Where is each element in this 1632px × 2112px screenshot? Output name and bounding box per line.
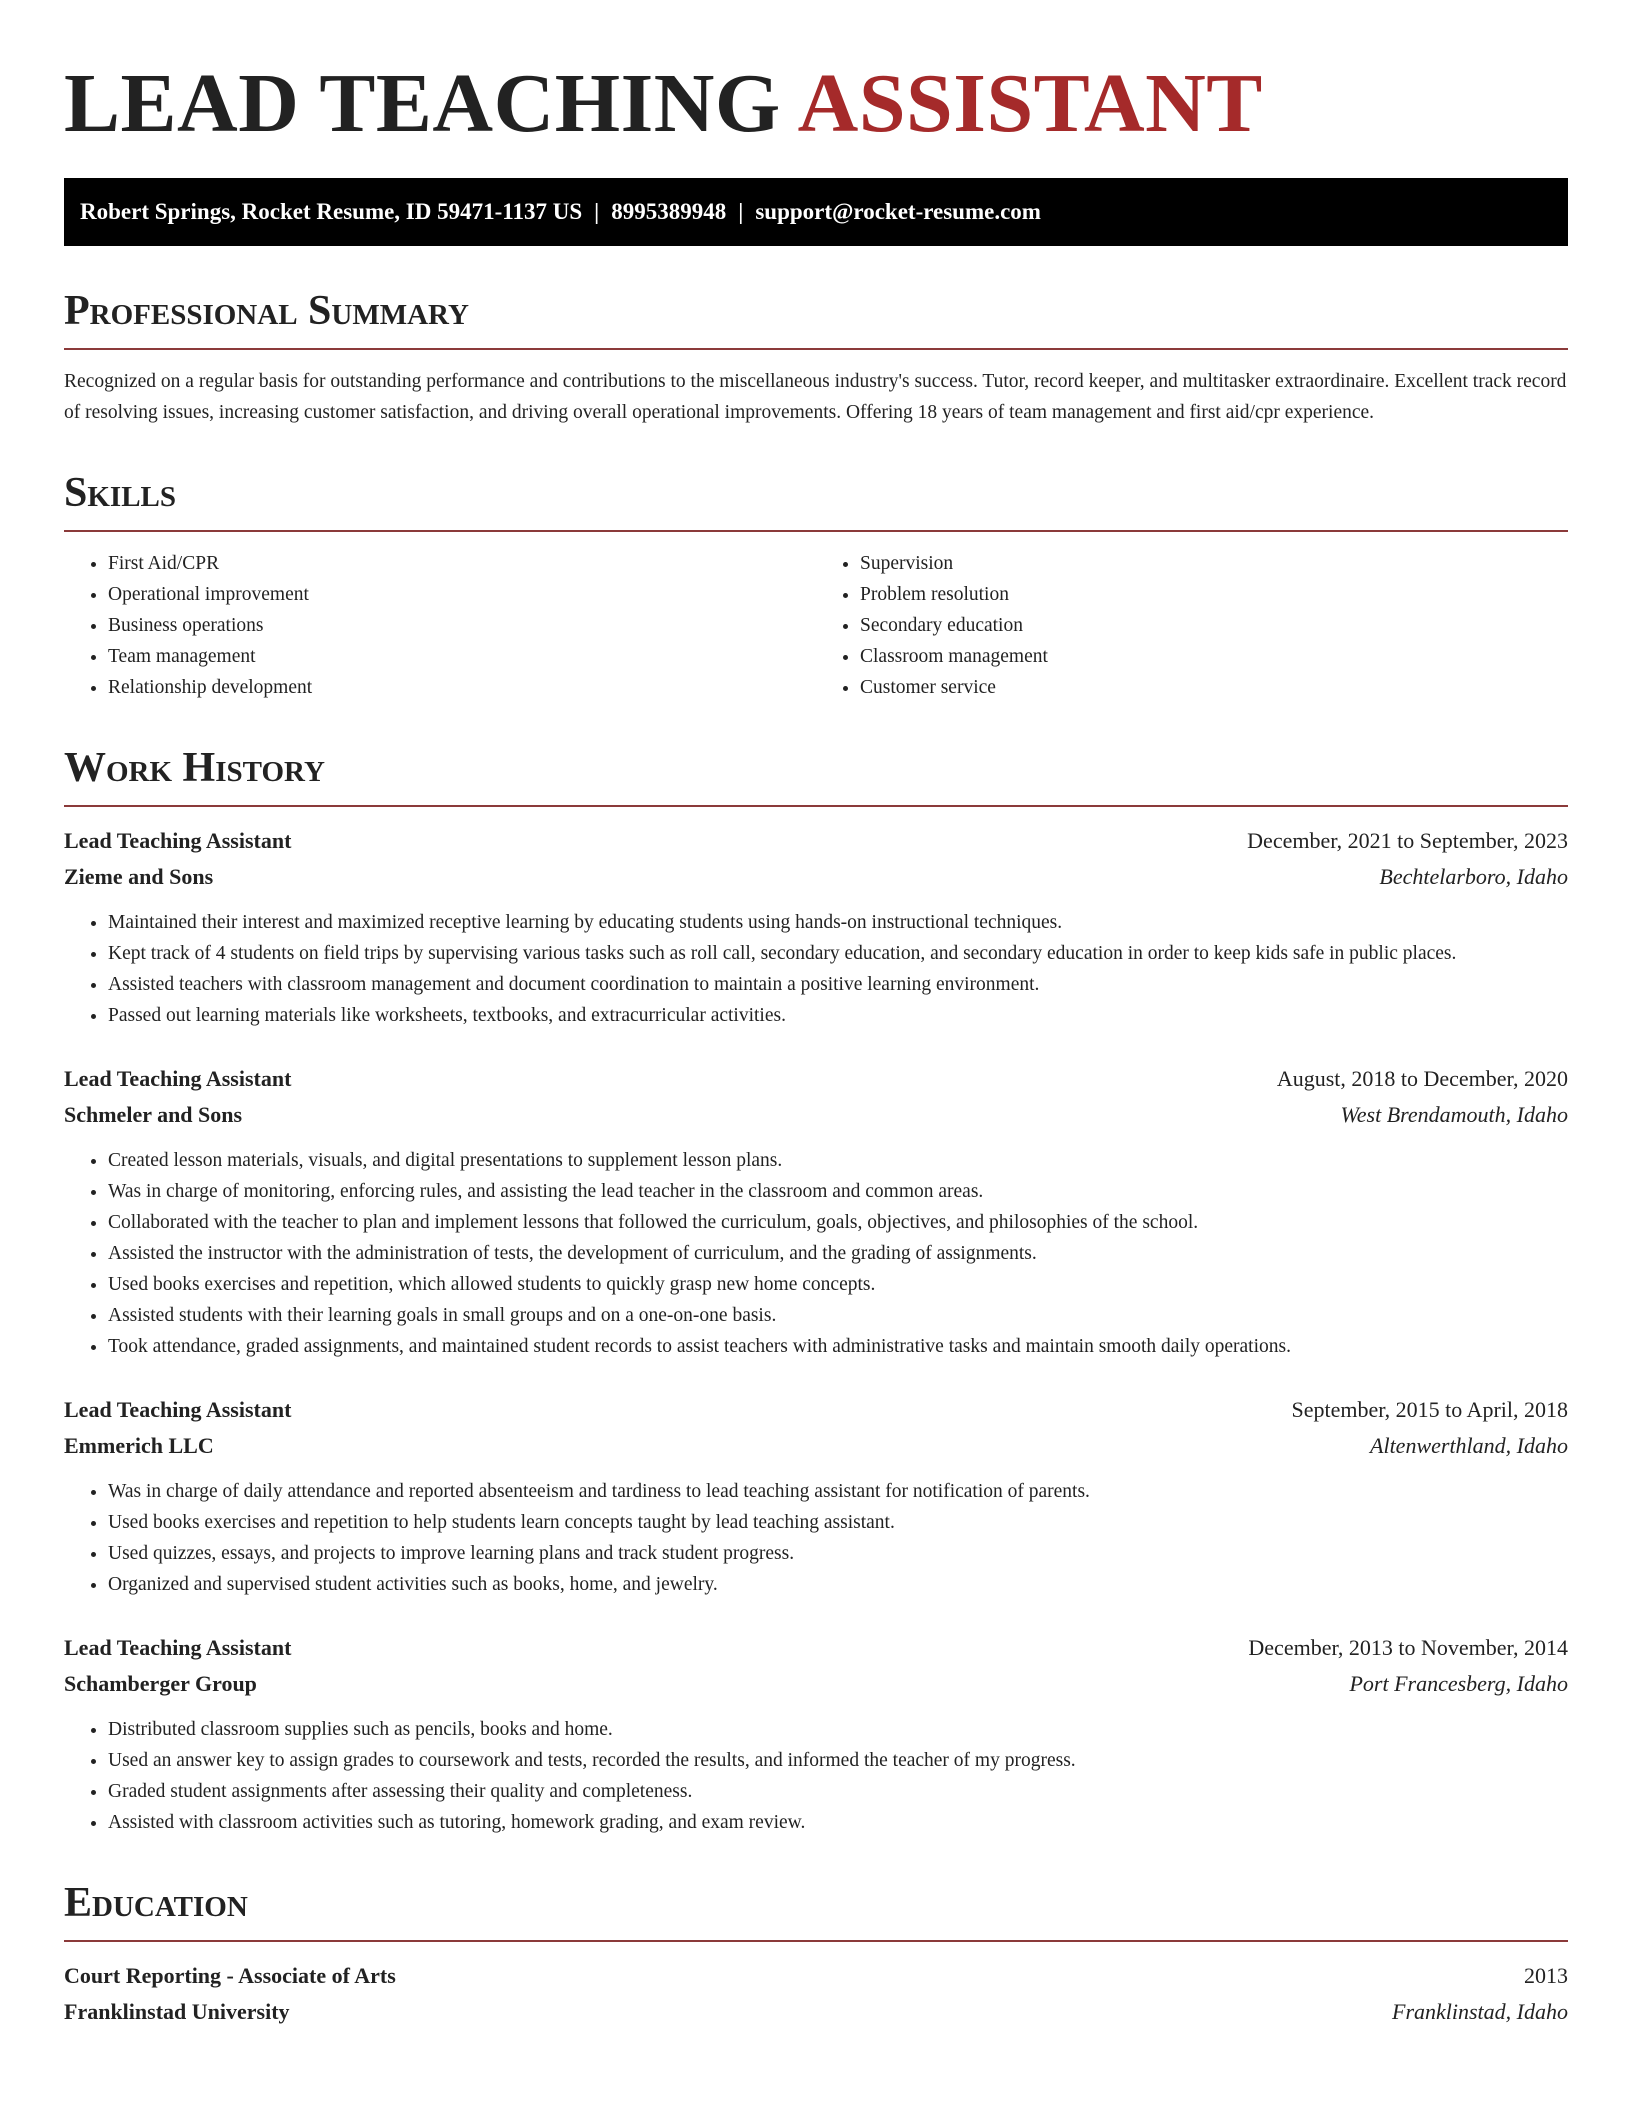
- job-location: West Brendamouth, Idaho: [1340, 1102, 1568, 1127]
- summary-text: Recognized on a regular basis for outstanding performance and contributions to the miscellaneous industry's success. Tutor, record keeper, and multitasker extraordinaire. Excellent track record of resolving issues, increasing customer satisfaction, and driving overall operational improvements. Offering 18 years of team management and first aid/cpr experience.: [64, 371, 1567, 423]
- summary-heading: Professional Summary: [64, 290, 1568, 350]
- job-bullets: [64, 907, 1568, 1031]
- job-bullet: • Passed out learning materials like worksheets, textbooks, and extracurricular activities.: [108, 1000, 1568, 1031]
- skills-list: [64, 548, 1568, 703]
- skill-item: • Operational improvement: [108, 579, 816, 610]
- job-title: Lead Teaching Assistant: [64, 1397, 292, 1422]
- job-company: Schamberger Group: [64, 1671, 257, 1696]
- skills-heading: Skills: [64, 472, 1568, 532]
- job-bullet: • Took attendance, graded assignments, and maintained student records to assist teachers with administrative tasks and maintain smooth daily operations.: [108, 1331, 1568, 1362]
- job-dates: August, 2018 to December, 2020: [1276, 1066, 1568, 1091]
- job-entry: [64, 1392, 1568, 1600]
- job-bullets: [64, 1145, 1568, 1362]
- job-bullet: • Created lesson materials, visuals, and digital presentations to supplement lesson plans.: [108, 1145, 1568, 1176]
- education-heading: Education: [64, 1882, 1568, 1942]
- contact-separator: |: [594, 199, 600, 224]
- job-entry: [64, 823, 1568, 1031]
- job-header-row: [64, 823, 1568, 859]
- job-bullets: [64, 1714, 1568, 1838]
- job-dates: December, 2021 to September, 2023: [1247, 828, 1568, 853]
- job-bullet: • Graded student assignments after assessing their quality and completeness.: [108, 1776, 1568, 1807]
- contact-bar: [64, 178, 1568, 246]
- job-bullet: • Used quizzes, essays, and projects to improve learning plans and track student progress.: [108, 1538, 1568, 1569]
- job-dates: September, 2015 to April, 2018: [1291, 1397, 1568, 1422]
- contact-separator: |: [738, 199, 744, 224]
- skill-item: • First Aid/CPR: [108, 548, 816, 579]
- job-bullet: • Collaborated with the teacher to plan and implement lessons that followed the curriculum, goals, objectives, and philosophies of the school.: [108, 1207, 1568, 1238]
- job-bullet: • Assisted students with their learning goals in small groups and on a one-on-one basis.: [108, 1300, 1568, 1331]
- skills-column-right: [816, 548, 1568, 703]
- job-company-row: [64, 859, 1568, 895]
- title-primary: LEAD TEACHING: [64, 57, 781, 150]
- skill-item: • Problem resolution: [860, 579, 1568, 610]
- job-bullet: • Maintained their interest and maximized receptive learning by educating students using hands-on instructional techniques.: [108, 907, 1568, 938]
- job-company-row: [64, 1097, 1568, 1133]
- skill-item: • Supervision: [860, 548, 1568, 579]
- job-title: Lead Teaching Assistant: [64, 1066, 292, 1091]
- job-bullet: • Used an answer key to assign grades to coursework and tests, recorded the results, and informed the teacher of my progress.: [108, 1745, 1568, 1776]
- job-company: Schmeler and Sons: [64, 1102, 243, 1127]
- job-location: Bechtelarboro, Idaho: [1379, 864, 1568, 889]
- education-header-row: [64, 1958, 1568, 1994]
- contact-address: Robert Springs, Rocket Resume, ID 59471-1137 US: [80, 199, 583, 224]
- skills-column-left: [64, 548, 816, 703]
- contact-email: support@rocket-resume.com: [755, 199, 1041, 224]
- job-bullet: • Organized and supervised student activities such as books, home, and jewelry.: [108, 1569, 1568, 1600]
- skill-item: • Customer service: [860, 672, 1568, 703]
- job-header-row: [64, 1630, 1568, 1666]
- job-bullets: [64, 1476, 1568, 1600]
- education-year: 2013: [1524, 1963, 1568, 1988]
- job-location: Port Francesberg, Idaho: [1349, 1671, 1568, 1696]
- job-bullet: • Assisted teachers with classroom management and document coordination to maintain a positive learning environment.: [108, 969, 1568, 1000]
- job-dates: December, 2013 to November, 2014: [1248, 1635, 1568, 1660]
- job-company-row: [64, 1428, 1568, 1464]
- job-company: Emmerich LLC: [64, 1433, 214, 1458]
- contact-phone: 8995389948: [611, 199, 727, 224]
- job-bullet: • Distributed classroom supplies such as pencils, books and home.: [108, 1714, 1568, 1745]
- education-school: Franklinstad University: [64, 1999, 290, 2024]
- education-degree: Court Reporting - Associate of Arts: [64, 1963, 396, 1988]
- resume-title: [64, 57, 1568, 150]
- job-bullet: • Used books exercises and repetition to help students learn concepts taught by lead teaching assistant.: [108, 1507, 1568, 1538]
- job-header-row: [64, 1061, 1568, 1097]
- job-bullet: • Used books exercises and repetition, which allowed students to quickly grasp new home concepts.: [108, 1269, 1568, 1300]
- skill-item: • Team management: [108, 641, 816, 672]
- job-bullet: • Kept track of 4 students on field trips by supervising various tasks such as roll call, secondary education, and secondary education in order to keep kids safe in public places.: [108, 938, 1568, 969]
- job-entry: [64, 1061, 1568, 1362]
- education-location: Franklinstad, Idaho: [1392, 1999, 1568, 2024]
- skill-item: • Secondary education: [860, 610, 1568, 641]
- job-bullet: • Was in charge of daily attendance and reported absenteeism and tardiness to lead teaching assistant for notification of parents.: [108, 1476, 1568, 1507]
- education-school-row: [64, 1994, 1568, 2030]
- job-company: Zieme and Sons: [64, 864, 214, 889]
- job-header-row: [64, 1392, 1568, 1428]
- job-bullet: • Was in charge of monitoring, enforcing rules, and assisting the lead teacher in the classroom and common areas.: [108, 1176, 1568, 1207]
- job-bullet: • Assisted with classroom activities such as tutoring, homework grading, and exam review.: [108, 1807, 1568, 1838]
- skill-item: • Relationship development: [108, 672, 816, 703]
- job-location: Altenwerthland, Idaho: [1370, 1433, 1568, 1458]
- job-company-row: [64, 1666, 1568, 1702]
- job-title: Lead Teaching Assistant: [64, 1635, 292, 1660]
- work-history-heading: Work History: [64, 747, 1568, 807]
- skill-item: • Business operations: [108, 610, 816, 641]
- job-bullet: • Assisted the instructor with the administration of tests, the development of curriculum, and the grading of assignments.: [108, 1238, 1568, 1269]
- education-entry: [64, 1958, 1568, 2030]
- skill-item: • Classroom management: [860, 641, 1568, 672]
- job-title: Lead Teaching Assistant: [64, 828, 292, 853]
- title-accent: ASSISTANT: [797, 57, 1263, 150]
- job-entry: [64, 1630, 1568, 1838]
